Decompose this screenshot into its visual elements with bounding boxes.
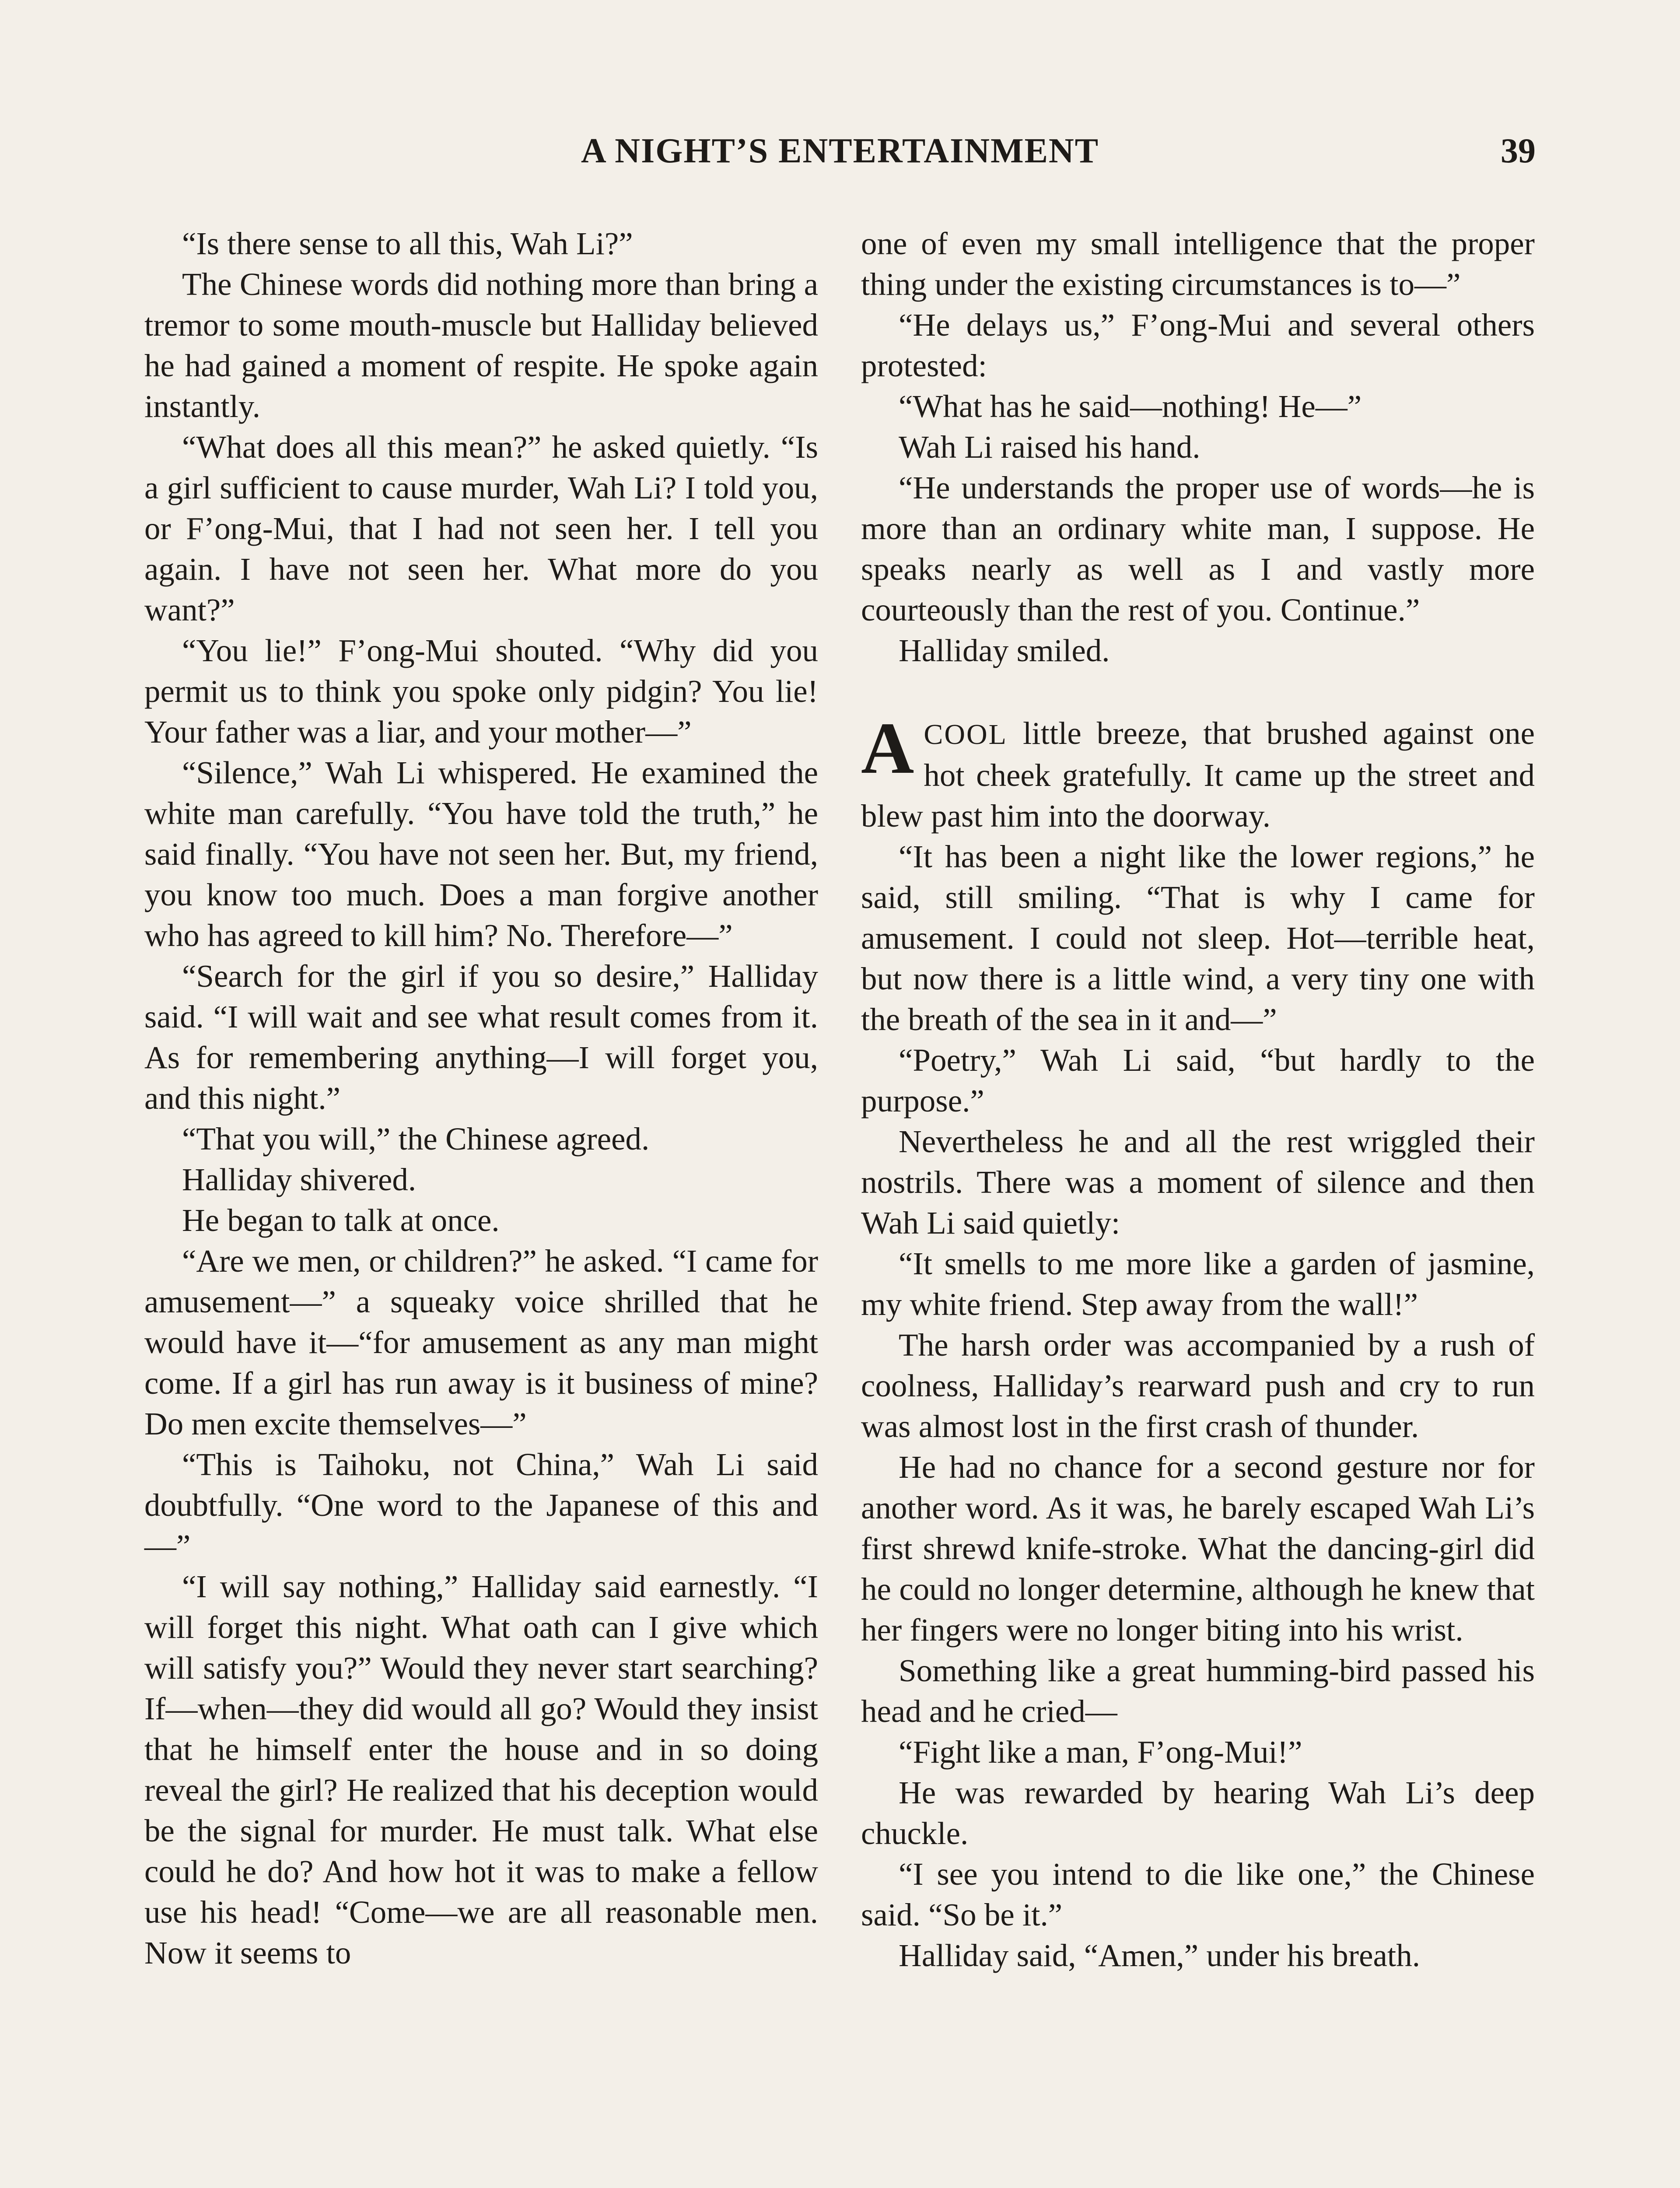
continued-paragraph: one of even my small intelligence that the proper thing under the existing circumstances is to—” (861, 226, 1535, 302)
paragraph: “Poetry,” Wah Li said, “but hardly to the purpose.” (861, 1042, 1535, 1119)
left-column (144, 223, 818, 1973)
paragraph: “It has been a night like the lower regions,” he said, still smiling. “That is why I came for amusement. I could not sleep. Hot—terrible heat, but now there is a little wind, a very tiny one with the breath of the sea in it and—” (861, 839, 1535, 1037)
paragraph: “That you will,” the Chinese agreed. (182, 1121, 650, 1157)
paragraph: Halliday smiled. (899, 633, 1110, 668)
paragraph: Nevertheless he and all the rest wriggled their nostrils. There was a moment of silence and then Wah Li said quietly: (861, 1124, 1535, 1241)
running-title: A NIGHT’S ENTERTAINMENT (581, 132, 1099, 170)
drop-cap: A (861, 708, 914, 789)
section-opening-text: little breeze, that brushed against one hot cheek gratefully. It came up the street and blew past him into the doorway. (861, 715, 1535, 834)
section-lead-word: COOL (924, 719, 1008, 750)
page-header (144, 131, 1536, 179)
paragraph: “What does all this mean?” he asked quietly. “Is a girl sufficient to cause murder, Wah Li? I told you, or F’ong-Mui, that I had not seen her. I tell you again. I have not seen her. What more do you want?” (144, 429, 818, 628)
paragraph: “Fight like a man, F’ong-Mui!” (899, 1734, 1302, 1770)
paragraph: “Are we men, or children?” he asked. “I came for amusement—” a squeaky voice shrilled that he would have it—“for amusement as any man might come. If a girl has run away is it business of mine? Do men excite themselves—” (144, 1243, 818, 1441)
paragraph: “He delays us,” F’ong-Mui and several others protested: (861, 307, 1535, 383)
paragraph: “What has he said—nothing! He—” (899, 389, 1362, 424)
paragraph: He was rewarded by hearing Wah Li’s deep chuckle. (861, 1775, 1535, 1851)
paragraph: He had no chance for a second gesture nor for another word. As it was, he barely escaped Wah Li’s first shrewd knife-stroke. What the dancing-girl did he could no longer determine, although he knew that her fingers were no longer biting into his wrist. (861, 1449, 1535, 1648)
paragraph: “Is there sense to all this, Wah Li?” (182, 226, 633, 261)
paragraph: “I see you intend to die like one,” the Chinese said. “So be it.” (861, 1856, 1535, 1932)
paragraph: “It smells to me more like a garden of jasmine, my white friend. Step away from the wall!” (861, 1246, 1535, 1322)
paragraph: “He understands the proper use of words—he is more than an ordinary white man, I suppose. He speaks nearly as well as I and vastly more courteously than the rest of you. Continue.” (861, 470, 1535, 628)
paragraph: Halliday shivered. (182, 1162, 416, 1197)
paragraph: He began to talk at once. (182, 1203, 500, 1238)
paragraph: “Silence,” Wah Li whispered. He examined the white man carefully. “You have told the truth,” he said finally. “You have not seen her. But, my friend, you know too much. Does a man forgive another who has agreed to kill him? No. Therefore—” (144, 755, 818, 953)
paragraph: The Chinese words did nothing more than bring a tremor to some mouth-muscle but Halliday believed he had gained a moment of respite. He spoke again instantly. (144, 266, 818, 424)
paragraph: “I will say nothing,” Halliday said earnestly. “I will forget this night. What oath can I give which will satisfy you?” Would they never start searching? If—when—they did would all go? Would they insist that he himself enter the house and in so doing reveal the girl? He realized that his deception would be the signal for murder. He must talk. What else could he do? And how hot it was to make a fellow use his head! “Come—we are all reasonable men. Now it seems to (144, 1569, 818, 1971)
paragraph: Halliday said, “Amen,” under his breath. (899, 1938, 1420, 1973)
paragraph: “You lie!” F’ong-Mui shouted. “Why did you permit us to think you spoke only pidgin? You lie! Your father was a liar, and your mother—” (144, 633, 818, 750)
paragraph: Wah Li raised his hand. (899, 429, 1200, 465)
right-column (861, 223, 1535, 1976)
paragraph: The harsh order was accompanied by a rush of coolness, Halliday’s rearward push and cry to run was almost lost in the first crash of thunder. (861, 1327, 1535, 1444)
page-number: 39 (1501, 132, 1536, 170)
section-opening-paragraph (861, 708, 1535, 836)
paragraph: Something like a great humming-bird passed his head and he cried— (861, 1653, 1535, 1729)
paragraph: “Search for the girl if you so desire,” Halliday said. “I will wait and see what result comes from it. As for remembering anything—I will forget you, and this night.” (144, 958, 818, 1116)
paragraph: “This is Taihoku, not China,” Wah Li said doubtfully. “One word to the Japanese of this and —” (144, 1447, 818, 1564)
